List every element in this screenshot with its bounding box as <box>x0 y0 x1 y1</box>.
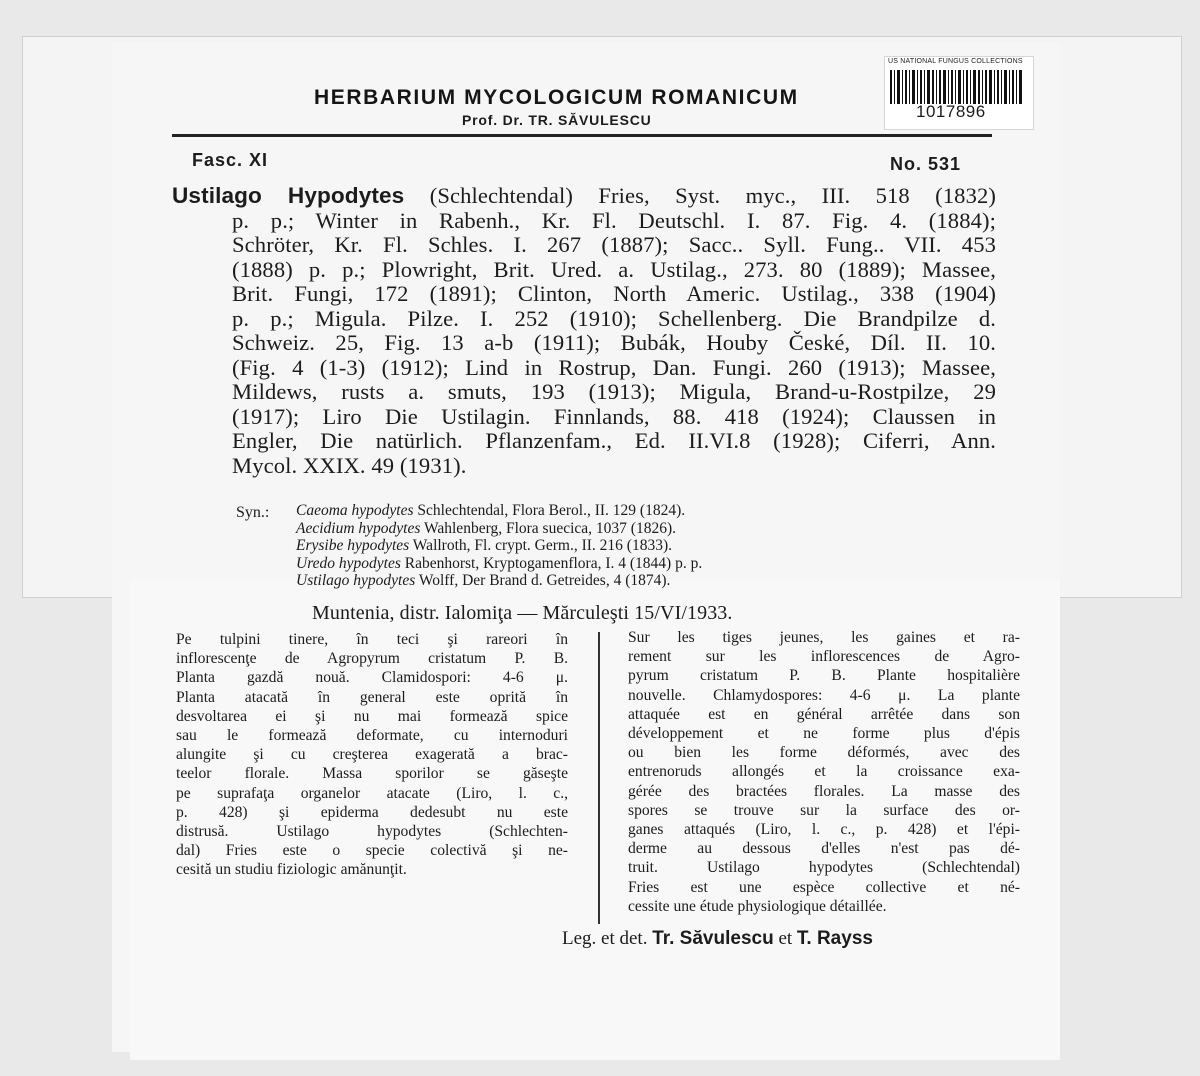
synonym-item <box>296 537 702 555</box>
description-line: ou bien les forme déformés, avec des <box>628 744 1020 762</box>
synonym-name: Erysibe hypodytes <box>296 537 410 555</box>
synonyms-label: Syn.: <box>236 504 270 521</box>
description-line: Planta atacată în general este oprită în <box>176 688 568 706</box>
description-line: p. 428) şi epiderma dedesubt nu este <box>176 803 568 821</box>
description-line: truit. Ustilago hypodytes (Schlechtendal) <box>628 859 1020 877</box>
synonym-item <box>296 572 702 590</box>
synonym-name: Uredo hypodytes <box>296 554 401 572</box>
species-name: Ustilago Hypodytes <box>172 183 405 208</box>
barcode-icon <box>890 70 1024 104</box>
description-line: Fries est une espèce collective et né- <box>628 878 1020 896</box>
bibliography-line: Schröter, Kr. Fl. Schles. I. 267 (1887); Sacc.. Syll. Fung.. VII. 453 <box>232 232 996 257</box>
bibliography-line: p. p.; Winter in Rabenh., Kr. Fl. Deutschl. I. 87. Fig. 4. (1884); <box>232 207 996 233</box>
description-line: derme au dessous d'elles n'est pas dé- <box>628 840 1020 858</box>
herbarium-subtitle: Prof. Dr. TR. SĂVULESCU <box>462 112 652 128</box>
bibliography-line: Mycol. XXIX. 49 (1931). <box>232 452 467 478</box>
description-line: cesită un studiu fiziologic amănunţit. <box>176 861 407 879</box>
description-line: pyrum cristatum P. B. Plante hospitalière <box>628 667 1020 685</box>
description-line: dal) Fries este o specie colectivă şi ne- <box>176 842 568 860</box>
description-line: cessite une étude physiologique détaillée. <box>628 897 887 915</box>
description-line: distrusă. Ustilago hypodytes (Schlechten- <box>176 823 568 841</box>
header-rule <box>172 134 992 137</box>
fascicle-number: Fasc. XI <box>192 150 269 170</box>
description-line: spores se trouve sur la surface des or- <box>628 801 1020 819</box>
synonyms-list <box>296 502 702 590</box>
collection-locality: Muntenia, distr. Ialomiţa — Mărculeşti 15/VI/1933. <box>312 602 733 624</box>
description-line: nouvelle. Chlamydospores: 4-6 μ. La plante <box>628 686 1020 704</box>
bibliography-line: p. p.; Migula. Pilze. I. 252 (1910); Schellenberg. Die Brandpilze d. <box>232 305 996 331</box>
collector-prefix: Leg. et det. <box>562 928 653 949</box>
synonym-reference: Wolff, Der Brand d. Getreides, 4 (1874). <box>415 572 671 590</box>
synonym-reference: Wallroth, Fl. crypt. Germ., II. 216 (1833). <box>409 537 672 555</box>
description-line: pe suprafaţa organelor atacate (Liro, l. c., <box>176 784 568 802</box>
synonym-reference: Schlechtendal, Flora Berol., II. 129 (1824). <box>413 502 686 519</box>
collector-name: Tr. Săvulescu <box>652 928 774 949</box>
description-line: Pe tulpini tinere, în teci şi rareori în <box>176 631 568 648</box>
synonym-name: Caeoma hypodytes <box>296 502 414 519</box>
bibliography-line: (Schlechtendal) Fries, Syst. myc., III. 518 (1832) <box>404 183 996 208</box>
bibliography-block <box>172 184 996 478</box>
bibliography-line: Mildews, rusts a. smuts, 193 (1913); Migula, Brand-u-Rostpilze, 29 <box>232 379 996 404</box>
description-line: entrenoruds allongés et la croissance exa- <box>628 763 1020 781</box>
bibliography-line: Engler, Die natürlich. Pflanzenfam., Ed. II.VI.8 (1928); Ciferri, Ann. <box>232 428 996 453</box>
synonym-name: Ustilago hypodytes <box>296 572 416 590</box>
barcode-collection-name: US NATIONAL FUNGUS COLLECTIONS <box>888 58 1023 65</box>
bibliography-line: (1888) p. p.; Plowright, Brit. Ured. a. Ustilag., 273. 80 (1889); Massee, <box>232 256 996 282</box>
bibliography-line: (1917); Liro Die Ustilagin. Finnlands, 88. 418 (1924); Claussen in <box>232 403 996 429</box>
description-line: desvoltarea ei şi nu mai formează spice <box>176 707 568 725</box>
description-line: rement sur les inflorescences de Agro- <box>628 648 1020 666</box>
description-line: sau le formează deformate, cu internoduri <box>176 727 568 745</box>
description-line: Planta gazdă nouă. Clamidospori: 4-6 μ. <box>176 669 568 687</box>
synonym-reference: Wahlenberg, Flora suecica, 1037 (1826). <box>420 519 676 537</box>
description-line: inflorescenţe de Agropyrum cristatum P. B. <box>176 650 568 668</box>
description-line: ganes attaqués (Liro, l. c., p. 428) et l'épi- <box>628 821 1020 839</box>
bibliography-line: Brit. Fungi, 172 (1891); Clinton, North Americ. Ustilag., 338 (1904) <box>232 281 996 306</box>
description-line: alungite şi cu creşterea exagerată a brac- <box>176 746 568 764</box>
collector-line <box>562 928 873 950</box>
column-divider <box>598 632 600 924</box>
barcode-number: 1017896 <box>916 102 986 121</box>
collector-name: T. Rayss <box>796 928 873 949</box>
description-french <box>628 628 1020 916</box>
bibliography-line: Schweiz. 25, Fig. 13 a-b (1911); Bubák, Houby České, Díl. II. 10. <box>232 330 996 355</box>
description-line: développement et ne forme plus d'épis <box>628 725 1020 743</box>
herbarium-title: HERBARIUM MYCOLOGICUM ROMANICUM <box>314 86 799 109</box>
description-line: teelor florale. Massa sporilor se găseşte <box>176 765 568 783</box>
description-line: attaquée est en général arrêtée dans son <box>628 705 1020 723</box>
synonym-name: Aecidium hypodytes <box>296 519 421 537</box>
bibliography-line: (Fig. 4 (1-3) (1912); Lind in Rostrup, Dan. Fungi. 260 (1913); Massee, <box>232 354 996 380</box>
description-line: gérée des bractées florales. La masse des <box>628 782 1020 800</box>
description-romanian <box>176 630 568 880</box>
synonym-reference: Rabenhorst, Kryptogamenflora, I. 4 (1844) p. p. <box>400 554 703 572</box>
description-line: Sur les tiges jeunes, les gaines et ra- <box>628 629 1020 646</box>
collector-joiner: et <box>773 928 797 949</box>
synonym-item <box>296 502 702 520</box>
synonym-item <box>296 555 702 573</box>
specimen-number: No. 531 <box>890 154 962 174</box>
synonym-item <box>296 520 702 538</box>
